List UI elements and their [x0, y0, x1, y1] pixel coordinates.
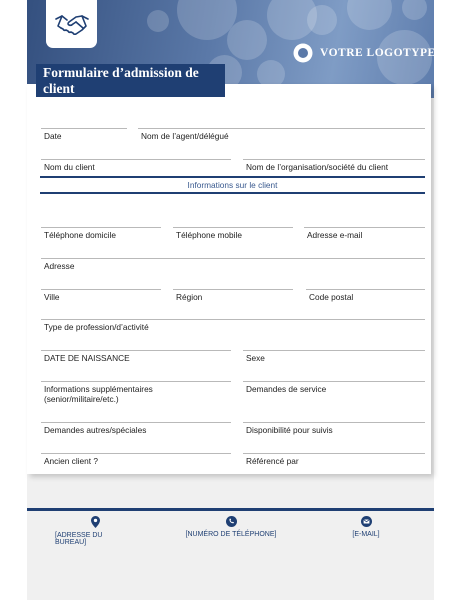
- footer-office-address: [55, 516, 135, 546]
- former-client-label: Ancien client ?: [44, 456, 98, 466]
- profession-label: Type de profession/d’activité: [44, 322, 149, 332]
- city-label: Ville: [44, 292, 60, 302]
- mobile-phone-label: Téléphone mobile: [176, 230, 242, 240]
- home-phone-field[interactable]: [41, 227, 161, 240]
- ring-logo-icon: [292, 42, 314, 64]
- service-requests-field[interactable]: [243, 381, 425, 394]
- bokeh-decoration: [227, 20, 267, 60]
- other-requests-field[interactable]: [41, 422, 231, 435]
- envelope-icon: [361, 516, 372, 527]
- date-field[interactable]: [41, 128, 127, 141]
- other-requests-label: Demandes autres/spéciales: [44, 425, 147, 435]
- referred-by-field[interactable]: [243, 453, 425, 466]
- footer-divider: [27, 508, 434, 511]
- footer-phone: [185, 516, 277, 538]
- phone-text: [NUMÉRO DE TÉLÉPHONE]: [185, 531, 277, 538]
- sex-label: Sexe: [246, 353, 265, 363]
- bokeh-decoration: [307, 5, 337, 35]
- address-field[interactable]: [41, 258, 425, 271]
- birth-date-field[interactable]: [41, 350, 231, 363]
- extra-info-sublabel: (senior/militaire/etc.): [44, 394, 119, 404]
- section-title: Informations sur le client: [187, 180, 278, 190]
- followup-availability-label: Disponibilité pour suivis: [246, 425, 333, 435]
- logotype: [292, 42, 436, 64]
- extra-info-field[interactable]: [41, 381, 231, 404]
- email-text: [E-MAIL]: [352, 531, 380, 538]
- profession-field[interactable]: [41, 319, 425, 332]
- organization-label: Nom de l’organisation/société du client: [246, 162, 389, 172]
- address-label: Adresse: [44, 261, 75, 271]
- email-label: Adresse e-mail: [307, 230, 363, 240]
- extra-info-label: Informations supplémentaires: [44, 384, 153, 394]
- client-name-label: Nom du client: [44, 162, 95, 172]
- region-field[interactable]: [173, 289, 293, 302]
- agent-field[interactable]: [138, 128, 425, 141]
- agent-label: Nom de l’agent/délégué: [141, 131, 229, 141]
- region-label: Région: [176, 292, 203, 302]
- bokeh-decoration: [402, 0, 427, 20]
- phone-icon: [226, 516, 237, 527]
- postal-code-label: Code postal: [309, 292, 354, 302]
- mobile-phone-field[interactable]: [173, 227, 293, 240]
- service-requests-label: Demandes de service: [246, 384, 327, 394]
- date-label: Date: [44, 131, 62, 141]
- organization-field[interactable]: [243, 159, 425, 172]
- logo-placeholder: [46, 0, 97, 48]
- location-pin-icon: [91, 516, 100, 528]
- bokeh-decoration: [347, 0, 392, 30]
- email-field[interactable]: [304, 227, 425, 240]
- client-info-section-header: [40, 176, 425, 194]
- logotype-text: VOTRE LOGOTYPE: [320, 47, 436, 59]
- followup-availability-field[interactable]: [243, 422, 425, 435]
- city-field[interactable]: [41, 289, 161, 302]
- footer-email: [336, 516, 396, 538]
- sex-field[interactable]: [243, 350, 425, 363]
- home-phone-label: Téléphone domicile: [44, 230, 116, 240]
- office-address-text: [ADRESSE DU BUREAU]: [55, 532, 103, 546]
- birth-date-label: DATE DE NAISSANCE: [44, 353, 130, 363]
- form-card: [27, 84, 431, 474]
- handshake-icon: [55, 13, 89, 35]
- postal-code-field[interactable]: [306, 289, 425, 302]
- client-name-field[interactable]: [41, 159, 231, 172]
- referred-by-label: Référencé par: [246, 456, 299, 466]
- bokeh-decoration: [147, 10, 169, 32]
- form-title: Formulaire d’admission de client: [36, 64, 225, 97]
- former-client-field[interactable]: [41, 453, 231, 466]
